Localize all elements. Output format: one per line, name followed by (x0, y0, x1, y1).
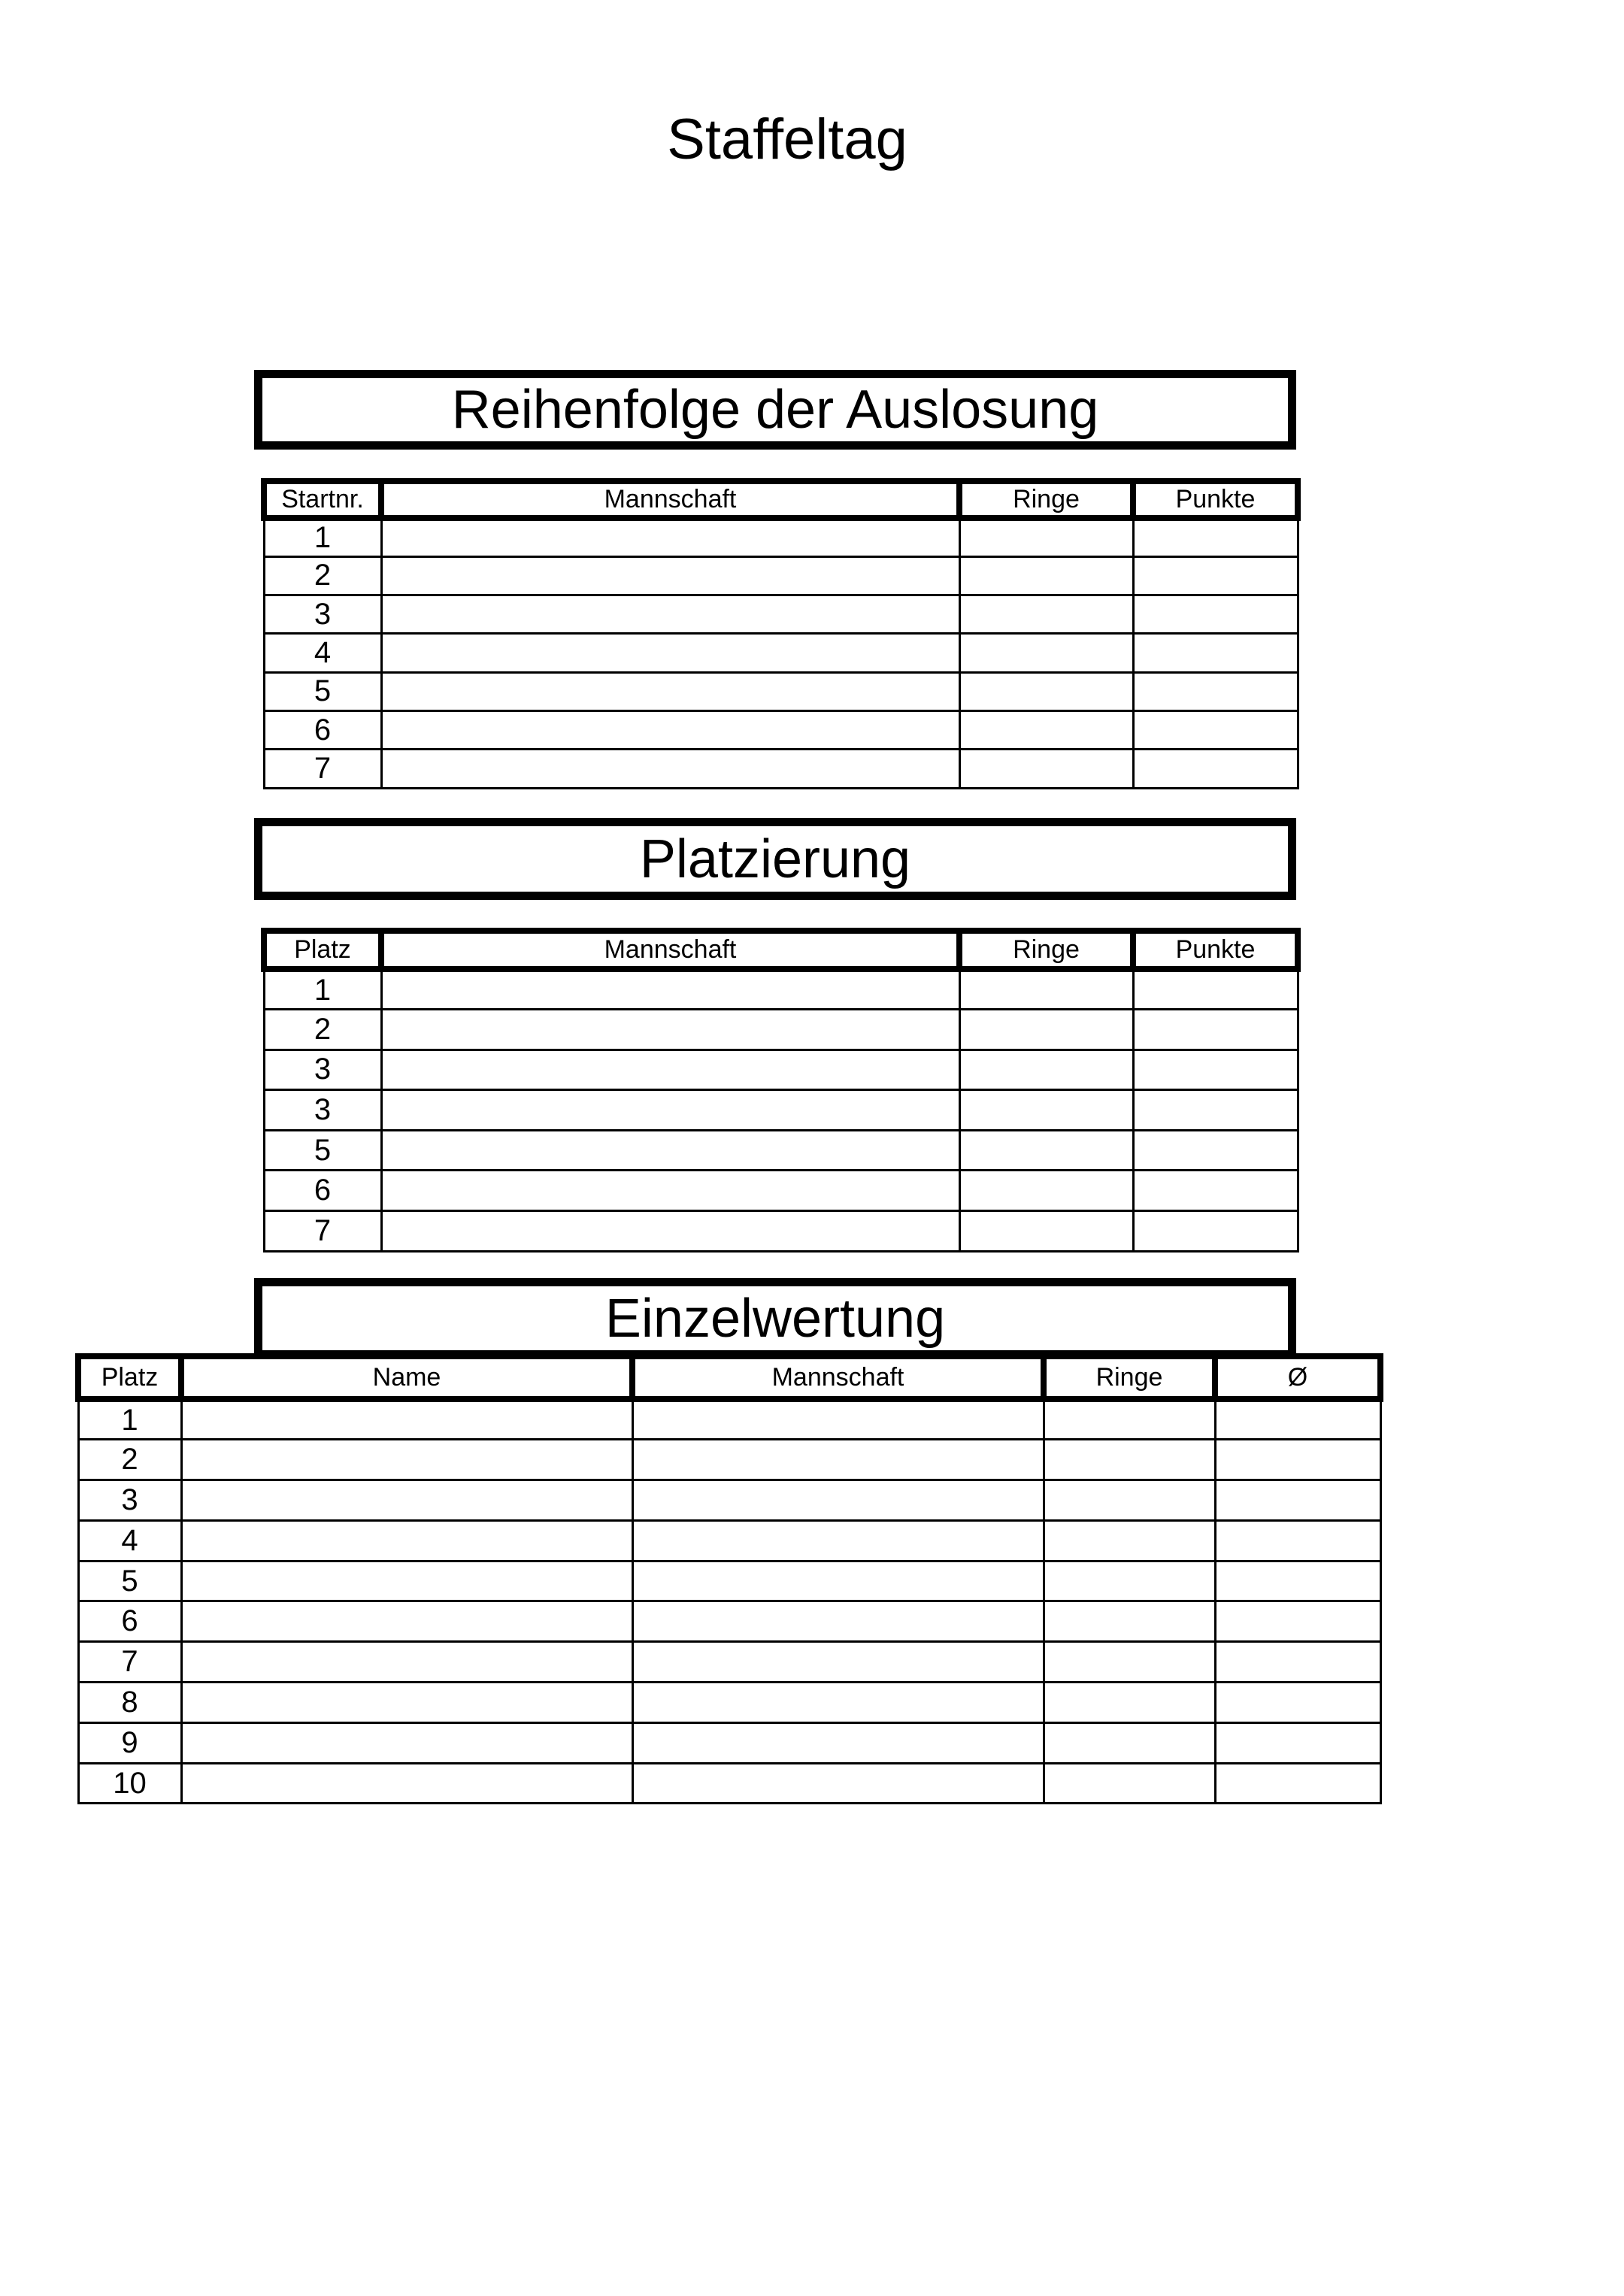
empty-cell (632, 1601, 1044, 1642)
empty-cell (632, 1399, 1044, 1440)
empty-cell (1215, 1440, 1380, 1480)
empty-cell (959, 1010, 1133, 1050)
column-header-: Ø (1215, 1356, 1380, 1399)
empty-cell (181, 1683, 632, 1723)
row-number-cell: 2 (264, 556, 381, 595)
row-number-cell: 1 (264, 969, 381, 1010)
section-title-placement: Platzierung (639, 828, 911, 889)
row-number-cell: 7 (78, 1642, 181, 1683)
table-placement (261, 928, 1301, 1253)
empty-cell (381, 1010, 959, 1050)
empty-cell (181, 1642, 632, 1683)
row-number-cell: 3 (78, 1480, 181, 1521)
empty-cell (1215, 1601, 1380, 1642)
column-header-name: Name (181, 1356, 632, 1399)
empty-cell (632, 1561, 1044, 1601)
empty-cell (1044, 1683, 1215, 1723)
table-row (264, 1090, 1298, 1131)
empty-cell (1044, 1561, 1215, 1601)
table-row (264, 634, 1298, 672)
empty-cell (181, 1480, 632, 1521)
empty-cell (632, 1520, 1044, 1561)
column-header-ringe: Ringe (959, 931, 1133, 969)
empty-cell (381, 1171, 959, 1211)
row-number-cell: 5 (264, 1130, 381, 1171)
column-header-mannschaft: Mannschaft (381, 481, 959, 518)
empty-cell (1133, 1090, 1298, 1131)
row-number-cell: 5 (264, 672, 381, 710)
empty-cell (632, 1683, 1044, 1723)
row-number-cell: 2 (78, 1440, 181, 1480)
table-row (264, 1130, 1298, 1171)
empty-cell (1044, 1601, 1215, 1642)
column-header-platz: Platz (78, 1356, 181, 1399)
table-row (78, 1683, 1380, 1723)
row-number-cell: 3 (264, 1090, 381, 1131)
column-header-punkte: Punkte (1133, 931, 1298, 969)
column-header-ringe: Ringe (1044, 1356, 1215, 1399)
empty-cell (1215, 1642, 1380, 1683)
empty-cell (1215, 1480, 1380, 1521)
page-title: Staffeltag (667, 108, 907, 171)
row-number-cell: 1 (264, 518, 381, 556)
row-number-cell: 6 (264, 710, 381, 749)
empty-cell (1133, 1050, 1298, 1090)
row-number-cell: 3 (264, 595, 381, 634)
section-title-box-placement (254, 818, 1296, 900)
table-row (264, 1050, 1298, 1090)
empty-cell (959, 1130, 1133, 1171)
empty-cell (632, 1440, 1044, 1480)
row-number-cell: 2 (264, 1010, 381, 1050)
table-row (264, 1171, 1298, 1211)
empty-cell (181, 1561, 632, 1601)
empty-cell (1215, 1683, 1380, 1723)
header-row (264, 481, 1298, 518)
empty-cell (959, 672, 1133, 710)
empty-cell (1044, 1440, 1215, 1480)
empty-cell (1044, 1642, 1215, 1683)
row-number-cell: 8 (78, 1683, 181, 1723)
section-title-box-individual (254, 1278, 1296, 1359)
empty-cell (381, 710, 959, 749)
table-individual (75, 1353, 1383, 1804)
empty-cell (1133, 595, 1298, 634)
empty-cell (181, 1520, 632, 1561)
row-number-cell: 7 (264, 750, 381, 788)
empty-cell (181, 1763, 632, 1804)
empty-cell (959, 969, 1133, 1010)
table-row (78, 1722, 1380, 1763)
empty-cell (959, 1171, 1133, 1211)
empty-cell (1044, 1722, 1215, 1763)
column-header-punkte: Punkte (1133, 481, 1298, 518)
table-row (264, 556, 1298, 595)
empty-cell (1044, 1399, 1215, 1440)
row-number-cell: 7 (264, 1211, 381, 1252)
empty-cell (959, 1090, 1133, 1131)
empty-cell (381, 1130, 959, 1171)
empty-cell (959, 595, 1133, 634)
table-row (78, 1561, 1380, 1601)
section-title-individual: Einzelwertung (604, 1288, 946, 1349)
empty-cell (381, 750, 959, 788)
table-row (264, 969, 1298, 1010)
empty-cell (1133, 1211, 1298, 1252)
empty-cell (1133, 750, 1298, 788)
empty-cell (1215, 1722, 1380, 1763)
empty-cell (1215, 1399, 1380, 1440)
empty-cell (1133, 518, 1298, 556)
table-row (78, 1480, 1380, 1521)
row-number-cell: 6 (264, 1171, 381, 1211)
empty-cell (632, 1480, 1044, 1521)
table-row (78, 1601, 1380, 1642)
empty-cell (381, 1050, 959, 1090)
empty-cell (1215, 1763, 1380, 1804)
empty-cell (381, 595, 959, 634)
table-row (264, 672, 1298, 710)
empty-cell (959, 556, 1133, 595)
empty-cell (381, 672, 959, 710)
table-row (264, 1211, 1298, 1252)
empty-cell (1133, 710, 1298, 749)
empty-cell (1044, 1480, 1215, 1521)
empty-cell (181, 1601, 632, 1642)
empty-cell (1215, 1520, 1380, 1561)
column-header-platz: Platz (264, 931, 381, 969)
empty-cell (632, 1763, 1044, 1804)
empty-cell (632, 1642, 1044, 1683)
row-number-cell: 6 (78, 1601, 181, 1642)
row-number-cell: 10 (78, 1763, 181, 1804)
empty-cell (632, 1722, 1044, 1763)
section-title-draw-order: Reihenfolge der Auslosung (451, 380, 1099, 440)
empty-cell (959, 750, 1133, 788)
table-row (78, 1642, 1380, 1683)
table-row (264, 595, 1298, 634)
empty-cell (381, 1090, 959, 1131)
empty-cell (959, 710, 1133, 749)
table-row (78, 1520, 1380, 1561)
table-row (78, 1399, 1380, 1440)
table-row (264, 518, 1298, 556)
empty-cell (181, 1722, 632, 1763)
empty-cell (1133, 1130, 1298, 1171)
empty-cell (1044, 1520, 1215, 1561)
row-number-cell: 5 (78, 1561, 181, 1601)
header-row (264, 931, 1298, 969)
empty-cell (1133, 1010, 1298, 1050)
row-number-cell: 4 (78, 1520, 181, 1561)
column-header-mannschaft: Mannschaft (632, 1356, 1044, 1399)
table-row (264, 710, 1298, 749)
empty-cell (181, 1440, 632, 1480)
table-row (78, 1440, 1380, 1480)
empty-cell (1133, 556, 1298, 595)
empty-cell (959, 634, 1133, 672)
column-header-ringe: Ringe (959, 481, 1133, 518)
row-number-cell: 1 (78, 1399, 181, 1440)
empty-cell (1133, 1171, 1298, 1211)
empty-cell (1133, 672, 1298, 710)
row-number-cell: 3 (264, 1050, 381, 1090)
empty-cell (959, 518, 1133, 556)
empty-cell (1044, 1763, 1215, 1804)
empty-cell (1215, 1561, 1380, 1601)
column-header-mannschaft: Mannschaft (381, 931, 959, 969)
empty-cell (181, 1399, 632, 1440)
row-number-cell: 9 (78, 1722, 181, 1763)
empty-cell (1133, 634, 1298, 672)
table-row (264, 750, 1298, 788)
section-title-box-draw-order (254, 370, 1296, 450)
empty-cell (381, 1211, 959, 1252)
empty-cell (1133, 969, 1298, 1010)
empty-cell (959, 1050, 1133, 1090)
empty-cell (381, 969, 959, 1010)
empty-cell (959, 1211, 1133, 1252)
table-draw-order (261, 478, 1301, 789)
table-row (264, 1010, 1298, 1050)
table-row (78, 1763, 1380, 1804)
empty-cell (381, 634, 959, 672)
header-row (78, 1356, 1380, 1399)
empty-cell (381, 518, 959, 556)
empty-cell (381, 556, 959, 595)
row-number-cell: 4 (264, 634, 381, 672)
column-header-startnr: Startnr. (264, 481, 381, 518)
